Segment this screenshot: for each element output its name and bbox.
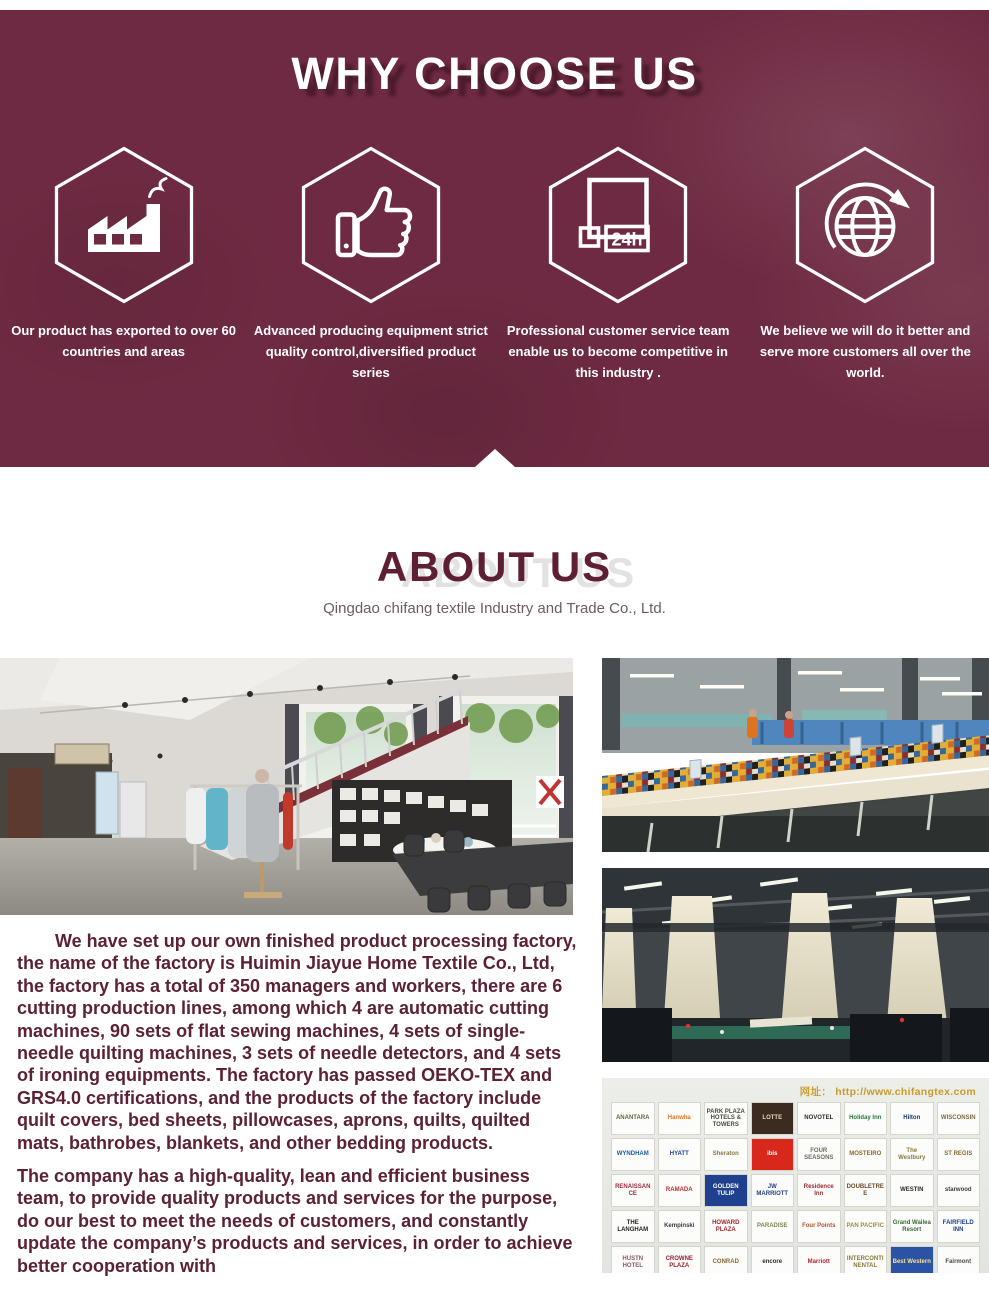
hotel-logo-card: WISCONSIN bbox=[937, 1102, 981, 1135]
feature-quality bbox=[247, 144, 494, 383]
feature-service bbox=[495, 144, 742, 383]
hotel-logo-card: Marriott bbox=[797, 1246, 841, 1273]
feature-hexagon bbox=[790, 144, 940, 306]
hotel-logo-card: Best Western bbox=[890, 1246, 934, 1273]
feature-hexagon bbox=[49, 144, 199, 306]
why-choose-us-title: WHY CHOOSE US bbox=[291, 48, 698, 99]
hotel-logo-card: WESTIN bbox=[890, 1174, 934, 1207]
quilting-workshop-photo bbox=[602, 658, 989, 852]
showroom-photo bbox=[0, 658, 573, 915]
hotel-logo-card: PAN PACIFIC bbox=[844, 1210, 888, 1243]
hotel-logo-card: ANANTARA bbox=[611, 1102, 655, 1135]
notch-triangle-icon bbox=[475, 449, 515, 467]
hotel-logo-card: HOWARD PLAZA bbox=[704, 1210, 748, 1243]
paragraph-factory: We have set up our own finished product processing factory, the name of the factory is Huimin Jiayue Home Textile Co., Ltd, the factory has a total of 350 managers and workers, there are 6 cutting production lines, among which 4 are automatic cutting machines, 90 sets of flat sewing machines, 4 sets of single-needle quilting machines, 3 sets of needle detectors, and 4 sets of ironing equipments. The factory has passed OEKO-TEX and GRS4.0 certifications, and the products of the factory include quilt covers, bed sheets, pillowcases, aprons, quilts, quilted mats, bathrobes, blankets, and other bedding products. bbox=[17, 931, 577, 1153]
hotel-logo-card: Kempinski bbox=[658, 1210, 702, 1243]
hotel-logo-card: Holiday Inn bbox=[844, 1102, 888, 1135]
why-choose-us-section bbox=[0, 10, 989, 467]
hotel-logo-card: NOVOTEL bbox=[797, 1102, 841, 1135]
hotel-logo-card: Hilton bbox=[890, 1102, 934, 1135]
hotel-logo-card: FOUR SEASONS bbox=[797, 1138, 841, 1171]
hotel-logo-card: Hanwha bbox=[658, 1102, 702, 1135]
feature-hexagon bbox=[296, 144, 446, 306]
hotel-logo-card: Four Points bbox=[797, 1210, 841, 1243]
hotel-logo-card: FAIRFIELD INN bbox=[937, 1210, 981, 1243]
hotel-logo-wall-photo bbox=[602, 1078, 989, 1273]
hotel-logo-card: MOSTEIRO bbox=[844, 1138, 888, 1171]
logo-wall-grid bbox=[611, 1102, 980, 1273]
hotel-logo-card: encore bbox=[751, 1246, 795, 1273]
factory-icon bbox=[49, 144, 199, 306]
hotel-logo-card: Fairmont bbox=[937, 1246, 981, 1273]
hotel-logo-card: Grand Wailea Resort bbox=[890, 1210, 934, 1243]
about-us-title: ABOUT US bbox=[376, 543, 613, 590]
hotel-logo-card: starwood bbox=[937, 1174, 981, 1207]
paragraph-company: The company has a high-quality, lean and efficient business team, to provide quality products and services for the purpose, do our best to meet the needs of customers, and constantly update the company’s products and services, in order to achieve better cooperation with bbox=[17, 1166, 573, 1276]
hotel-logo-card: Residence Inn bbox=[797, 1174, 841, 1207]
hotel-logo-card: Sheraton bbox=[704, 1138, 748, 1171]
hotel-logo-card: CROWNE PLAZA bbox=[658, 1246, 702, 1273]
hotel-logo-card: The Westbury bbox=[890, 1138, 934, 1171]
hotel-logo-card: CONRAD bbox=[704, 1246, 748, 1273]
feature-hexagon bbox=[543, 144, 693, 306]
website-url-text: 网址： http://www.chifangtex.com bbox=[799, 1086, 976, 1098]
features-row bbox=[0, 144, 989, 383]
hotel-logo-card: ST REGIS bbox=[937, 1138, 981, 1171]
hotel-logo-card: HYATT bbox=[658, 1138, 702, 1171]
company-name-subtitle: Qingdao chifang textile Industry and Trade Co., Ltd. bbox=[323, 600, 666, 617]
hotel-logo-card: GOLDEN TULIP bbox=[704, 1174, 748, 1207]
hotel-logo-card: RENAISSANCE bbox=[611, 1174, 655, 1207]
feature-caption: We believe we will do it better and serve more customers all over the world. bbox=[759, 323, 971, 380]
feature-caption: Professional customer service team enable us to become competitive in this industry . bbox=[506, 323, 730, 380]
hotel-logo-card: WYNDHAM bbox=[611, 1138, 655, 1171]
hotel-logo-card: PARK PLAZA HOTELS & TOWERS bbox=[704, 1102, 748, 1135]
showroom-illustration bbox=[0, 658, 573, 915]
weaving-workshop-photo bbox=[602, 868, 989, 1062]
feature-caption: Advanced producing equipment strict quality control,diversified product series bbox=[253, 323, 488, 380]
hotel-logo-card: PARADISE bbox=[751, 1210, 795, 1243]
svg-text:24h: 24h bbox=[611, 229, 643, 250]
hotel-logo-card: INTERCONTINENTAL bbox=[844, 1246, 888, 1273]
feature-worldwide bbox=[742, 144, 989, 383]
weaving-illustration bbox=[602, 868, 989, 1062]
about-text-column bbox=[17, 930, 579, 1288]
hotel-logo-card: THE LANGHAM bbox=[611, 1210, 655, 1243]
hotel-logo-card: DOUBLETREE bbox=[844, 1174, 888, 1207]
thumbs-up-icon bbox=[296, 144, 446, 306]
service-24h-icon bbox=[543, 144, 693, 306]
globe-arrow-icon bbox=[790, 144, 940, 306]
hotel-logo-card: HUSTN HOTEL bbox=[611, 1246, 655, 1273]
quilting-illustration bbox=[602, 658, 989, 852]
feature-exports bbox=[0, 144, 247, 383]
feature-caption: Our product has exported to over 60 countries and areas bbox=[11, 323, 236, 359]
hotel-logo-card: JW MARRIOTT bbox=[751, 1174, 795, 1207]
hotel-logo-card: LOTTE bbox=[751, 1102, 795, 1135]
hotel-logo-card: RAMADA bbox=[658, 1174, 702, 1207]
about-us-section bbox=[0, 543, 989, 617]
hotel-logo-card: ibis bbox=[751, 1138, 795, 1171]
